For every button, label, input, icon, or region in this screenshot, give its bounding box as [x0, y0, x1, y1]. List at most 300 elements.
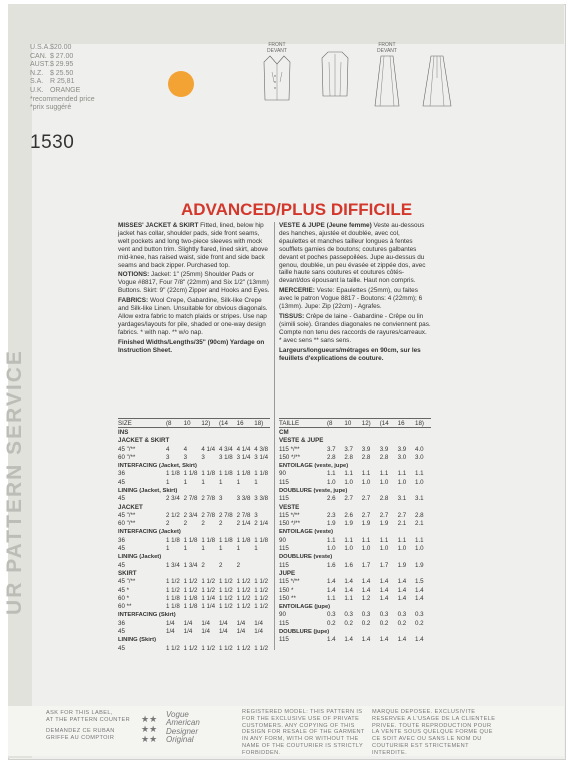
- jacket-back-icon: [320, 50, 350, 100]
- yardage-cell: 1.1: [361, 536, 371, 544]
- logo-line: Designer: [166, 726, 199, 736]
- yardage-cell: 3.1: [415, 495, 424, 503]
- yardage-row: [118, 627, 270, 635]
- yardage-row: [279, 478, 431, 486]
- yardage-row-label: 36: [118, 619, 125, 627]
- yardage-cell: 4: [183, 445, 188, 453]
- yardage-cell: 1.0: [344, 478, 353, 486]
- yardage-cell: 1 1/8: [236, 470, 251, 478]
- yardage-cell: 2 7/8: [201, 495, 216, 503]
- yardage-row: [279, 636, 431, 644]
- yardage-row-label: LINING (Skirt): [118, 636, 157, 643]
- yardage-cell: 1.4: [361, 636, 371, 644]
- size-header-cell: 12): [199, 419, 217, 428]
- yardage-section-row: [118, 553, 270, 561]
- size-header-cell: (14: [217, 419, 235, 428]
- yardage-section-row: [279, 428, 431, 437]
- country-code: U.S.A.: [30, 44, 51, 51]
- country-code: S.A.: [30, 78, 44, 86]
- yardage-row-label: 115: [279, 545, 289, 553]
- yardage-row: [279, 511, 431, 519]
- yardage-cell: 1.4: [397, 578, 407, 586]
- yardage-row-label: 60 **: [118, 603, 132, 611]
- logo-line: American: [166, 718, 200, 728]
- yardage-cell: 1: [254, 545, 258, 553]
- yardage-cell: 1.7: [361, 561, 371, 569]
- yardage-row: [279, 586, 431, 594]
- yardage-cell: 3 1/4: [254, 453, 269, 461]
- yardage-cell: 1/4: [218, 619, 228, 627]
- yardage-cell: 1.0: [415, 478, 424, 486]
- yardage-cell: 1.6: [327, 561, 336, 569]
- yardage-cell: 2.6: [327, 495, 336, 503]
- yardage-cell: 4 3/4: [218, 445, 233, 453]
- yardage-cell: 1 3/4: [166, 561, 180, 569]
- yardage-row: [279, 445, 431, 453]
- yardage-row-label: 45 "/**: [118, 578, 136, 586]
- yardage-cell: 2.8: [344, 453, 353, 461]
- yardage-cell: 0.3: [397, 611, 407, 619]
- yardage-cell: 3 1/8: [218, 453, 233, 461]
- yardage-cell: 1.1: [415, 536, 424, 544]
- yardage-cell: 2 7/8: [201, 511, 216, 519]
- yardage-cell: 0.3: [379, 611, 389, 619]
- yardage-row-label: 115 */**: [279, 511, 300, 519]
- yardage-cell: 3.9: [361, 445, 371, 453]
- yardage-row-label: 36: [118, 470, 125, 478]
- yardage-cell: 1 1/2: [218, 603, 233, 611]
- price-row: [30, 61, 95, 70]
- yardage-row-label: 115: [279, 619, 289, 627]
- yardage-cell: 1 1/2: [254, 644, 269, 652]
- yardage-section-row: [279, 486, 431, 494]
- yardage-row-label: 90: [279, 470, 286, 478]
- yardage-cell: 1.1: [397, 470, 407, 478]
- price-table: [30, 44, 95, 113]
- yardage-cell: 1 1/2: [218, 644, 233, 652]
- yardage-cell: 1 1/8: [254, 536, 269, 544]
- yardage-cell: 4.0: [415, 445, 424, 453]
- yardage-row-label: 45: [118, 561, 125, 569]
- yardage-cell: 1.9: [361, 520, 371, 528]
- yardage-row: [118, 478, 270, 486]
- yardage-cell: 1/4: [166, 619, 175, 627]
- yardage-row: [118, 520, 270, 528]
- yardage-cell: 2: [201, 520, 205, 528]
- envelope-back: [8, 4, 566, 760]
- price-value: $ 29.95: [49, 61, 74, 69]
- finished-note: Largeurs/longueurs/métrages en 90cm, sur les feuillets d'explications de couture.: [279, 346, 421, 362]
- yardage-cell: 1.7: [379, 561, 389, 569]
- yardage-cell: 4 3/8: [254, 445, 269, 453]
- yardage-row-label: INTERFACING (Skirt): [118, 611, 176, 618]
- yardage-row: [118, 619, 270, 627]
- yardage-row: [279, 561, 431, 569]
- yardage-cell: 1 1/2: [236, 594, 251, 602]
- yardage-cell: 1 1/2: [201, 644, 216, 652]
- yardage-cell: 2: [218, 561, 223, 569]
- size-header-row: [279, 419, 431, 428]
- yardage-cell: 1.0: [397, 545, 407, 553]
- yardage-row-label: ENTOILAGE (jupe): [279, 603, 331, 610]
- yardage-row: [279, 594, 431, 602]
- yardage-cell: 1.4: [344, 636, 353, 644]
- fabrics-title: TISSUS:: [279, 312, 305, 320]
- yardage-row: [279, 470, 431, 478]
- yardage-row: [118, 495, 270, 503]
- yardage-cell: 0.3: [327, 611, 336, 619]
- yardage-row-label: 150 */**: [279, 453, 300, 461]
- yardage-cell: 1 1/8: [166, 594, 180, 602]
- yardage-row-label: 115: [279, 561, 289, 569]
- yardage-cell: 1/4: [183, 619, 193, 627]
- yardage-cell: 2 3/4: [183, 511, 198, 519]
- price-row: [30, 44, 95, 53]
- yardage-row: [279, 578, 431, 586]
- yardage-row-label: 45 "/**: [118, 445, 136, 453]
- yardage-section-row: [118, 569, 270, 577]
- yardage-cell: 2: [183, 520, 188, 528]
- yardage-row: [118, 586, 270, 594]
- yardage-cell: 1 1/8: [183, 470, 198, 478]
- yardage-cell: 1 1/4: [201, 594, 216, 602]
- ask-line: AT THE PATTERN COUNTER: [46, 716, 131, 723]
- yardage-cell: 1.0: [397, 478, 407, 486]
- yardage-cell: 0.2: [379, 619, 389, 627]
- price-row: [30, 78, 95, 87]
- size-header-cell: 10: [342, 419, 359, 428]
- yardage-cell: 1.0: [344, 545, 353, 553]
- yardage-cell: 1: [183, 545, 188, 553]
- yardage-row-label: 45: [118, 495, 125, 503]
- notions-title: MERCERIE:: [279, 287, 315, 295]
- yardage-cell: 2.8: [361, 453, 371, 461]
- yardage-cell: 1 1/2: [218, 586, 233, 594]
- yardage-cell: 1.5: [415, 578, 424, 586]
- yardage-cell: 1: [201, 478, 205, 486]
- yardage-cell: 3: [218, 495, 223, 503]
- yardage-row-label: 115: [279, 478, 289, 486]
- yardage-row: [118, 453, 270, 461]
- yardage-cell: 1.6: [344, 561, 353, 569]
- yardage-table-english: [118, 418, 270, 652]
- yardage-cell: 2.7: [361, 511, 371, 519]
- yardage-cell: 1 1/8: [166, 470, 180, 478]
- yardage-cell: 1.1: [327, 536, 336, 544]
- yardage-row-label: LINING (Jacket, Skirt): [118, 487, 178, 494]
- yardage-row-label: 90: [279, 536, 286, 544]
- yardage-section-row: [118, 461, 270, 469]
- yardage-cell: 3.1: [397, 495, 407, 503]
- yardage-cell: 1 1/2: [218, 594, 233, 602]
- yardage-cell: 0.2: [327, 619, 336, 627]
- price-row: [30, 53, 95, 62]
- yardage-cell: 1/4: [254, 628, 263, 636]
- yardage-row-label: JACKET: [118, 503, 143, 511]
- yardage-cell: 1.1: [344, 594, 353, 602]
- description-text: Fitted, lined, below hip jacket has collar, shoulder pads, side front seams, welt pockets and long two-piece sleeves with mock vent and button trim. Slightly flared, lined skirt, above mid-knee, has raised waist, side front and side back seams and back zipper. Purchased top.: [118, 222, 268, 269]
- yardage-cell: 1.0: [379, 478, 389, 486]
- yardage-cell: 4 1/4: [236, 445, 251, 453]
- yardage-cell: 1 3/4: [183, 561, 198, 569]
- yardage-cell: 1.9: [344, 520, 353, 528]
- yardage-cell: 1 1/2: [166, 578, 180, 586]
- yardage-cell: 1/4: [201, 619, 210, 627]
- yardage-cell: 1: [166, 478, 170, 486]
- yardage-row-label: INTERFACING (Jacket): [118, 529, 181, 535]
- country-code: U.K.: [30, 86, 44, 94]
- french-description: [279, 222, 431, 364]
- yardage-cell: 2.8: [379, 495, 389, 503]
- yardage-section-row: [279, 569, 431, 577]
- yardage-cell: 1.0: [327, 478, 336, 486]
- yardage-cell: 1.4: [379, 578, 389, 586]
- yardage-row-label: JACKET & SKIRT: [118, 437, 170, 445]
- pattern-number: 1530: [30, 132, 75, 153]
- sketch-label: DEVANT: [267, 48, 287, 54]
- logo-line: Vogue: [166, 710, 189, 719]
- yardage-section-row: [279, 603, 431, 611]
- yardage-cell: 3 1/4: [236, 453, 251, 461]
- yardage-cell: 1.1: [397, 536, 407, 544]
- yardage-cell: 1.1: [344, 536, 353, 544]
- yardage-section-row: [279, 503, 431, 511]
- yardage-row-label: 115 */**: [279, 578, 300, 586]
- yardage-cell: 1/4: [201, 628, 210, 636]
- yardage-row: [118, 594, 270, 602]
- description-text: Veste au-dessous des hanches, ajustée et doublée, avec col, épaulettes et manches tailleur longues à fentes soufflets garnies de boutons; coutures galbantes devant et poches passepoilées. Jupe au-dessus du genou, doublée, un peu évasée et zippée dos, avec taille haute sans coutures et coutures côtés-devant/dos épousant la taille. Haut non compris.: [279, 222, 426, 285]
- yardage-row: [118, 644, 270, 652]
- skirt-back-sketch: [420, 54, 454, 110]
- side-brand-text: UR PATTERN SERVICE: [2, 349, 26, 615]
- yardage-row-label: 36: [118, 536, 125, 544]
- size-header-cell: 18): [413, 419, 431, 428]
- yardage-section-row: [118, 528, 270, 536]
- yardage-cell: 3.7: [327, 445, 336, 453]
- size-header-cell: 10: [182, 419, 200, 428]
- yardage-cell: 1.9: [415, 561, 424, 569]
- yardage-row-label: VESTE: [279, 503, 300, 511]
- yardage-cell: 1: [218, 545, 223, 553]
- logo-line: Original: [166, 735, 194, 745]
- size-header-row: [118, 419, 270, 428]
- ask-line: ASK FOR THIS LABEL,: [46, 710, 113, 716]
- yardage-cell: 3.0: [397, 453, 407, 461]
- yardage-cell: 1.0: [327, 545, 336, 553]
- yardage-section-row: [118, 636, 270, 644]
- yardage-cell: 1/4: [254, 619, 263, 627]
- yardage-cell: 1.4: [415, 594, 424, 602]
- yardage-row: [279, 453, 431, 461]
- yardage-cell: 1.1: [379, 536, 389, 544]
- yardage-row-label: 90: [279, 611, 286, 619]
- yardage-cell: 2.7: [397, 511, 407, 519]
- yardage-cell: 1 1/2: [236, 586, 251, 594]
- size-header-cell: 16: [235, 419, 253, 428]
- size-header-label: TAILLE: [279, 419, 325, 428]
- yardage-cell: 3.0: [415, 453, 424, 461]
- yardage-cell: 0.2: [397, 619, 407, 627]
- skirt-front-sketch: [372, 42, 402, 110]
- yardage-cell: 2 7/8: [183, 495, 198, 503]
- yardage-row-label: 45: [118, 628, 125, 636]
- yardage-section-row: [118, 428, 270, 437]
- yardage-cell: 1 1/2: [236, 578, 251, 586]
- yardage-section-row: [279, 461, 431, 469]
- yardage-cell: 1.4: [344, 586, 353, 594]
- country-code: CAN.: [30, 52, 47, 60]
- yardage-cell: 3 3/8: [236, 495, 251, 503]
- yardage-cell: 0.2: [344, 619, 353, 627]
- size-header-cell: (14: [378, 419, 396, 428]
- sketch-label: DEVANT: [377, 48, 397, 54]
- size-header-cell: (8: [164, 419, 182, 428]
- yardage-row-label: 150 *: [279, 586, 294, 594]
- yardage-cell: 1.9: [379, 520, 389, 528]
- yardage-cell: 2.7: [361, 495, 371, 503]
- description-title: VESTE & JUPE (Jeune femme): [279, 222, 372, 229]
- fabrics-title: FABRICS:: [118, 297, 149, 305]
- yardage-cell: 1 1/2: [183, 644, 198, 652]
- sketch-label: FRONT: [268, 42, 286, 48]
- yardage-row-label: 150 */**: [279, 520, 300, 528]
- yardage-row: [279, 520, 431, 528]
- difficulty-heading: ADVANCED/PLUS DIFFICILE: [181, 200, 413, 219]
- yardage-cell: 1.4: [344, 578, 353, 586]
- yardage-cell: 1.9: [327, 520, 336, 528]
- yardage-row-label: 45 *: [118, 586, 130, 594]
- yardage-cell: 4: [166, 445, 170, 453]
- size-header-cell: (8: [325, 419, 342, 428]
- yardage-cell: 2: [201, 561, 205, 569]
- yardage-row-label: SKIRT: [118, 569, 137, 577]
- price-note: *recommended price: [30, 95, 95, 103]
- yardage-cell: 1 1/2: [166, 586, 180, 594]
- yardage-cell: 3.9: [379, 445, 389, 453]
- yardage-cell: 1.1: [327, 470, 336, 478]
- yardage-row: [279, 544, 431, 552]
- yardage-cell: 1 1/2: [218, 578, 233, 586]
- yardage-cell: 1: [218, 478, 223, 486]
- yardage-row: [118, 544, 270, 552]
- skirt-back-icon: [420, 54, 454, 110]
- yardage-row-label: 45: [118, 545, 125, 553]
- yardage-cell: 1 1/8: [236, 536, 251, 544]
- sketch-label: FRONT: [378, 42, 396, 48]
- yardage-cell: 1: [236, 478, 241, 486]
- yardage-row: [118, 561, 270, 569]
- yardage-cell: 1: [183, 478, 188, 486]
- ask-label-text: [46, 710, 130, 724]
- yardage-cell: 1 1/2: [236, 644, 251, 652]
- yardage-row-label: 115 */**: [279, 445, 300, 453]
- yardage-row-label: ENTOILAGE (veste, jupe): [279, 462, 349, 469]
- yardage-row-label: INTERFACING (Jacket, Skirt): [118, 462, 197, 469]
- yardage-cell: 3.9: [397, 445, 407, 453]
- price-note: *prix suggéré: [30, 104, 72, 112]
- yardage-cell: 2 1/2: [166, 511, 180, 519]
- yardage-row-label: LINING (Jacket): [118, 553, 162, 560]
- yardage-cell: 0.2: [415, 619, 424, 627]
- yardage-cell: 1 1/2: [183, 586, 198, 594]
- yardage-cell: 1 1/8: [201, 536, 216, 544]
- yardage-cell: 2 7/8: [218, 511, 233, 519]
- yardage-cell: 0.3: [415, 611, 424, 619]
- yardage-cell: 1 1/2: [183, 578, 198, 586]
- designer-original-logo-text: [166, 711, 200, 745]
- yardage-cell: 2 1/4: [236, 520, 251, 528]
- finished-note: Finished Widths/Lengths/35" (90cm) Yardage on Instruction Sheet.: [118, 338, 265, 354]
- yardage-cell: 1.4: [415, 636, 424, 644]
- yardage-cell: 3: [166, 453, 170, 461]
- yardage-row: [118, 603, 270, 611]
- yardage-cell: 3.7: [344, 445, 353, 453]
- yardage-cell: 1 1/8: [201, 470, 216, 478]
- yardage-cell: 1/4: [218, 628, 228, 636]
- yardage-row: [118, 445, 270, 453]
- yardage-cell: 0.2: [361, 619, 371, 627]
- yardage-cell: 1.4: [379, 594, 389, 602]
- yardage-cell: 1.4: [397, 586, 407, 594]
- yardage-row-label: 45: [118, 644, 125, 652]
- yardage-section-row: [118, 503, 270, 511]
- tape-strip: [8, 4, 564, 44]
- yardage-cell: 1.4: [415, 586, 424, 594]
- jacket-front-sketch: [262, 42, 292, 104]
- price-value: R 25,81: [49, 78, 75, 86]
- notions-text: Jacket: 1" (25mm) Shoulder Pads or Vogue #8817, Four 7/8" (22mm) and Six 1/2" (13mm) Buttons. Skirt: 9" (22cm) Zipper and Hooks and Eyes.: [118, 271, 270, 295]
- yardage-cell: 2 1/4: [254, 520, 269, 528]
- price-value: $ 27.00: [49, 52, 74, 60]
- yardage-cell: 1 1/8: [254, 470, 269, 478]
- price-value: $20.00: [49, 44, 72, 51]
- yardage-row: [118, 578, 270, 586]
- yardage-cell: 1 1/8: [166, 603, 180, 611]
- yardage-table: [118, 418, 270, 652]
- notions-title: NOTIONS:: [118, 271, 150, 279]
- yardage-cell: 1/4: [183, 628, 193, 636]
- yardage-cell: 3: [183, 453, 188, 461]
- jacket-front-icon: [262, 54, 292, 104]
- yardage-cell: 1.1: [327, 594, 336, 602]
- yardage-cell: 2.8: [415, 511, 424, 519]
- yardage-cell: 1 1/2: [166, 644, 180, 652]
- yardage-cell: 1.0: [379, 545, 389, 553]
- yardage-cell: 1.4: [327, 578, 336, 586]
- size-header-cell: 12): [360, 419, 378, 428]
- yardage-row-label: 115: [279, 495, 289, 503]
- country-code: AUST.: [30, 61, 50, 69]
- yardage-cell: 1.4: [397, 594, 407, 602]
- yardage-table: [279, 418, 431, 644]
- yardage-cell: 1 1/8: [183, 603, 198, 611]
- fabrics-text: Wool Crepe, Gabardine, Silk-like Crepe and Silk-like Linen. Unsuitable for obvious diagonals. Allow extra fabric to match plaids or stripes. Use nap yardages/layouts for pile, shaded or one-way design fabrics. * with nap. ** w/o nap.: [118, 297, 268, 336]
- yardage-cell: 1 1/8: [218, 470, 233, 478]
- yardage-cell: 1/4: [236, 628, 246, 636]
- demandez-line: DEMANDEZ CE RUBAN: [46, 728, 115, 734]
- yardage-cell: 1.1: [361, 470, 371, 478]
- jacket-back-sketch: [320, 50, 350, 100]
- country-code: N.Z.: [30, 69, 44, 77]
- yardage-table-french: [279, 418, 431, 644]
- yardage-cell: 1 1/2: [254, 578, 269, 586]
- yardage-cell: 2.1: [397, 520, 407, 528]
- yardage-cell: 2.6: [344, 511, 353, 519]
- demandez-text: [46, 728, 115, 742]
- yardage-row: [279, 619, 431, 627]
- yardage-row-label: 45 "/**: [118, 511, 136, 519]
- yardage-row: [279, 611, 431, 619]
